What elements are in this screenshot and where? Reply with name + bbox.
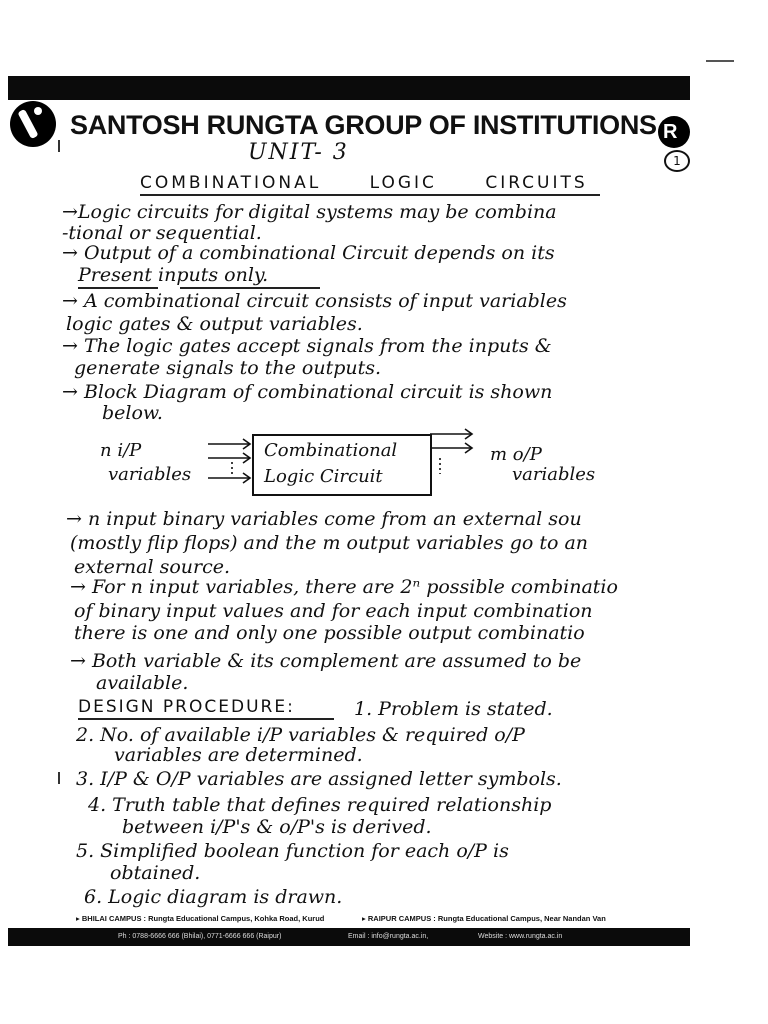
footer-phone: Ph : 0788-6666 666 (Bhilai), 0771-6666 666 (Raipur) (118, 933, 282, 940)
footer-email[interactable]: Email : info@rungta.ac.in, (348, 933, 429, 940)
block-label: Combinational (264, 440, 398, 461)
design-step: 5. Simplified boolean function for each o/P is (76, 840, 509, 862)
output-label: variables (512, 464, 596, 485)
design-step: 6. Logic diagram is drawn. (84, 886, 343, 908)
footer-raipur: ▸ RAIPUR CAMPUS : Rungta Educational Campus, Near Nandan Van (362, 914, 606, 923)
note-line: logic gates & output variables. (66, 313, 363, 335)
note-line: → Both variable & its complement are assumed to be (70, 650, 582, 672)
note-line: (mostly flip flops) and the m output variables go to an (70, 532, 589, 554)
header-bar (8, 76, 690, 100)
note-line: →Logic circuits for digital systems may be combina (62, 201, 557, 223)
output-label: m o/P (490, 444, 542, 465)
rungta-logo-icon: R (658, 116, 690, 148)
design-step: obtained. (110, 862, 201, 884)
margin-tick (58, 772, 60, 784)
footer-website[interactable]: Website : www.rungta.ac.in (478, 933, 563, 940)
combinational-block (252, 434, 432, 496)
institution-name: SANTOSH RUNGTA GROUP OF INSTITUTIONS (70, 110, 657, 140)
note-line: Present inputs only. (78, 264, 269, 286)
note-line: → Output of a combinational Circuit depends on its (62, 242, 555, 264)
design-step: between i/P's & o/P's is derived. (122, 816, 432, 838)
bullet-icon: ▸ (76, 914, 82, 923)
design-step: 4. Truth table that defines required relationship (88, 794, 552, 816)
footer-bhilai: ▸ BHILAI CAMPUS : Rungta Educational Campus, Kohka Road, Kurud (76, 914, 325, 923)
input-label: n i/P (100, 440, 142, 461)
present-underline (78, 287, 158, 289)
note-line: -tional or sequential. (62, 222, 262, 244)
note-line: below. (102, 402, 163, 424)
institution-logo-icon (10, 101, 56, 147)
footer-bar (8, 928, 690, 946)
note-line: → For n input variables, there are 2ⁿ possible combinatio (70, 576, 618, 598)
section-title-underline (140, 194, 600, 196)
design-step: 3. I/P & O/P variables are assigned letter symbols. (76, 768, 562, 790)
note-line: → Block Diagram of combinational circuit is shown (62, 381, 553, 403)
design-step: 2. No. of available i/P variables & required o/P (76, 724, 525, 746)
design-step: 1. Problem is stated. (354, 698, 553, 720)
block-label: Logic Circuit (264, 466, 383, 487)
inputs-only-underline (180, 287, 320, 289)
note-line: there is one and only one possible output combinatio (74, 622, 585, 644)
unit-title: UNIT- 3 (248, 140, 349, 165)
design-heading-underline (78, 718, 334, 720)
note-line: of binary input values and for each input combination (74, 600, 593, 622)
design-step: variables are determined. (114, 744, 363, 766)
note-line: → A combinational circuit consists of input variables (62, 290, 567, 312)
note-line: → The logic gates accept signals from the inputs & (62, 335, 552, 357)
note-line: generate signals to the outputs. (74, 357, 382, 379)
design-heading: DESIGN PROCEDURE: (78, 697, 295, 717)
note-line: available. (96, 672, 189, 694)
corner-mark (706, 60, 734, 62)
input-label: variables (108, 464, 192, 485)
note-line: external source. (74, 556, 231, 578)
block-diagram (100, 428, 640, 498)
section-title: COMBINATIONAL LOGIC CIRCUITS (140, 173, 588, 193)
page-number: 1 (664, 150, 690, 172)
bullet-icon: ▸ (362, 914, 368, 923)
note-line: → n input binary variables come from an external sou (66, 508, 582, 530)
margin-tick (58, 140, 60, 152)
